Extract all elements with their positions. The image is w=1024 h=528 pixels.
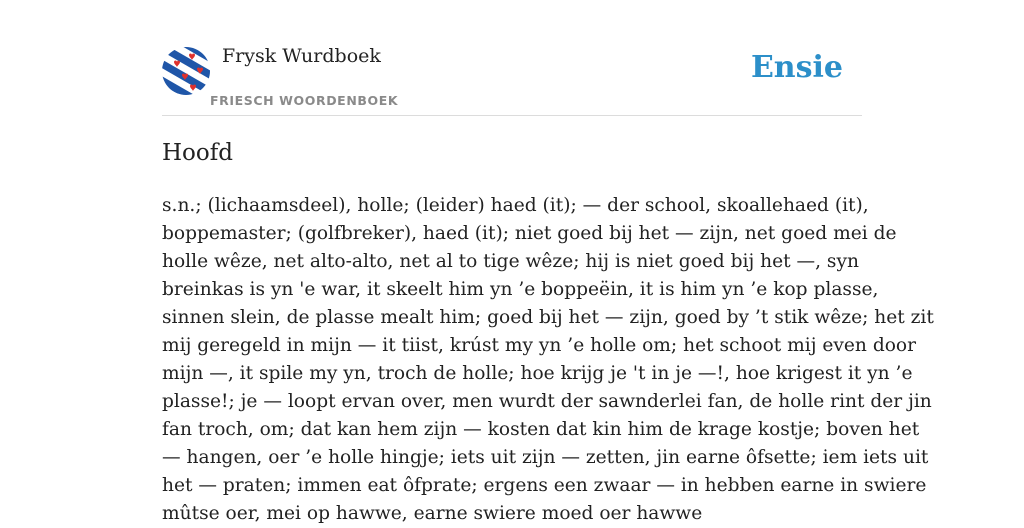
definition-line: boppemaster; (golfbreker), haed (it); niet goed bij het — zijn, net goed mei de xyxy=(162,223,897,244)
definition-line: s.n.; (lichaamsdeel), holle; (leider) haed (it); — der school, skoallehaed (it), xyxy=(162,195,869,216)
site-subtitle: FRIESCH WOORDENBOEK xyxy=(210,93,399,108)
entry-definition xyxy=(162,192,934,528)
definition-line: sinnen slein, de plasse mealt him; goed bij het — zijn, goed by ’t stik wêze; het zit xyxy=(162,307,934,328)
definition-line: breinkas is yn 'e war, it skeelt him yn ’e boppeëin, it is him yn ’e kop plasse, xyxy=(162,279,879,300)
definition-line: mijn —, it spile my yn, troch de holle; hoe krijg je 't in je —!, hoe krigest it yn ’e xyxy=(162,363,913,384)
definition-line: plasse!; je — loopt ervan over, men wurdt der sawnderlei fan, de holle rint der jin xyxy=(162,391,932,412)
site-title[interactable]: Frysk Wurdboek xyxy=(222,45,381,67)
definition-line: fan troch, om; dat kan hem zijn — kosten dat kin him de krage kostje; boven het xyxy=(162,419,920,440)
definition-line: holle wêze, net alto-alto, net al to tige wêze; hij is niet goed bij het —, syn xyxy=(162,251,859,272)
frisian-flag-icon[interactable] xyxy=(162,47,210,95)
brand-logo[interactable]: Ensie xyxy=(750,50,843,85)
frisian-flag-graphic xyxy=(162,47,210,95)
definition-line: — hangen, oer ’e holle hingje; iets uit zijn — zetten, jin earne ôfsette; iem iets uit xyxy=(162,447,929,468)
definition-line: mij geregeld in mijn — it tiist, krúst my yn ’e holle om; het schoot mij even door xyxy=(162,335,917,356)
header-divider xyxy=(162,115,862,116)
entry-headword: Hoofd xyxy=(162,140,233,166)
definition-line: mûtse oer, mei op hawwe, earne swiere moed oer hawwe xyxy=(162,503,703,524)
definition-line: het — praten; immen eat ôfprate; ergens een zwaar — in hebben earne in swiere xyxy=(162,475,927,496)
